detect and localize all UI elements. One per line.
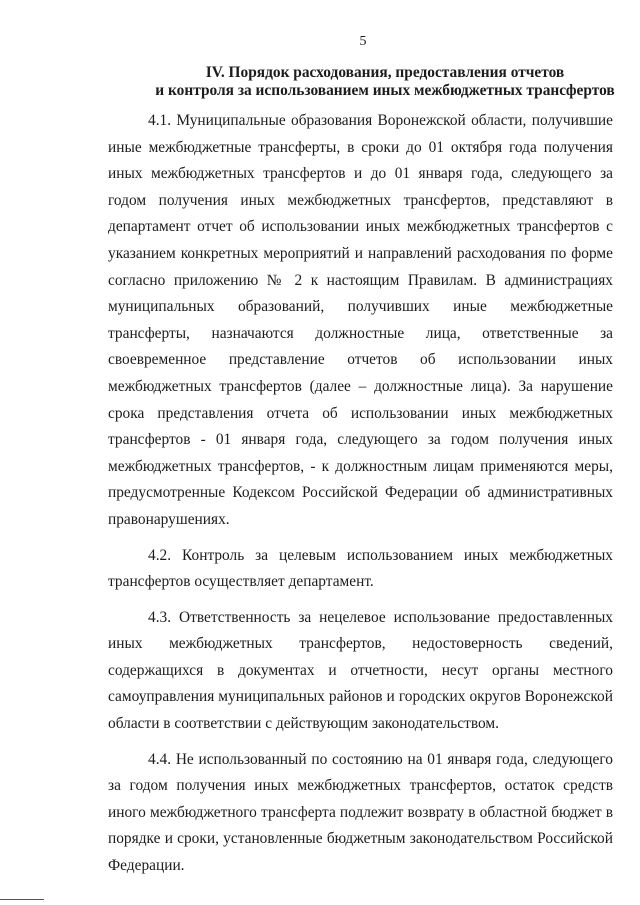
section-title-line-1: IV. Порядок расходования, предоставления отчетов: [205, 64, 565, 81]
section-title: [150, 64, 620, 100]
scan-edge-mark: [0, 899, 44, 900]
paragraph-4-4: 4.4. Не использованный по состоянию на 01 января года, следующего за годом получения иных межбюджетных трансфертов, остаток средств иного межбюджетного трансферта подлежит возврату в областной бюджет в порядке и сроки, установленные бюджетным законодательством Российской Федерации.: [108, 750, 613, 875]
section-title-line-2: и контроля за использованием иных межбюджетных трансфертов: [155, 82, 615, 99]
paragraph-4-1: 4.1. Муниципальные образования Воронежской области, получившие иные межбюджетные трансферты, в сроки до 01 октября года получения иных межбюджетных трансфертов и до 01 января года, следующего за годом получения иных межбюджетных трансфертов, представляют в департамент отчет об использовании иных межбюджетных трансфертов с указанием конкретных мероприятий и направлений расходования по форме согласно приложению № 2 к настоящим Правилам. В администрациях муниципальных образований, получивших иные межбюджетные трансферты, назначаются должностные лица, ответственные за своевременное представление отчетов об использовании иных межбюджетных трансфертов (далее – должностные лица). За нарушение срока представления отчета об использовании иных межбюджетных трансфертов - 01 января года, следующего за годом получения иных межбюджетных трансфертов, - к должностным лицам применяются меры, предусмотренные Кодексом Российской Федерации об административных правонарушениях.: [108, 112, 613, 528]
page-number: 5: [359, 34, 367, 49]
document-body: [108, 108, 613, 880]
paragraph-4-3: 4.3. Ответственность за нецелевое использование предоставленных иных межбюджетных трансфертов, недостоверность сведений, содержащихся в документах и отчетности, несут органы местного самоуправления муниципальных районов и городских округов Воронежской области в соответствии с действующим законодательством.: [108, 608, 613, 733]
paragraph-4-2: 4.2. Контроль за целевым использованием иных межбюджетных трансфертов осуществляет департамент.: [108, 546, 613, 591]
